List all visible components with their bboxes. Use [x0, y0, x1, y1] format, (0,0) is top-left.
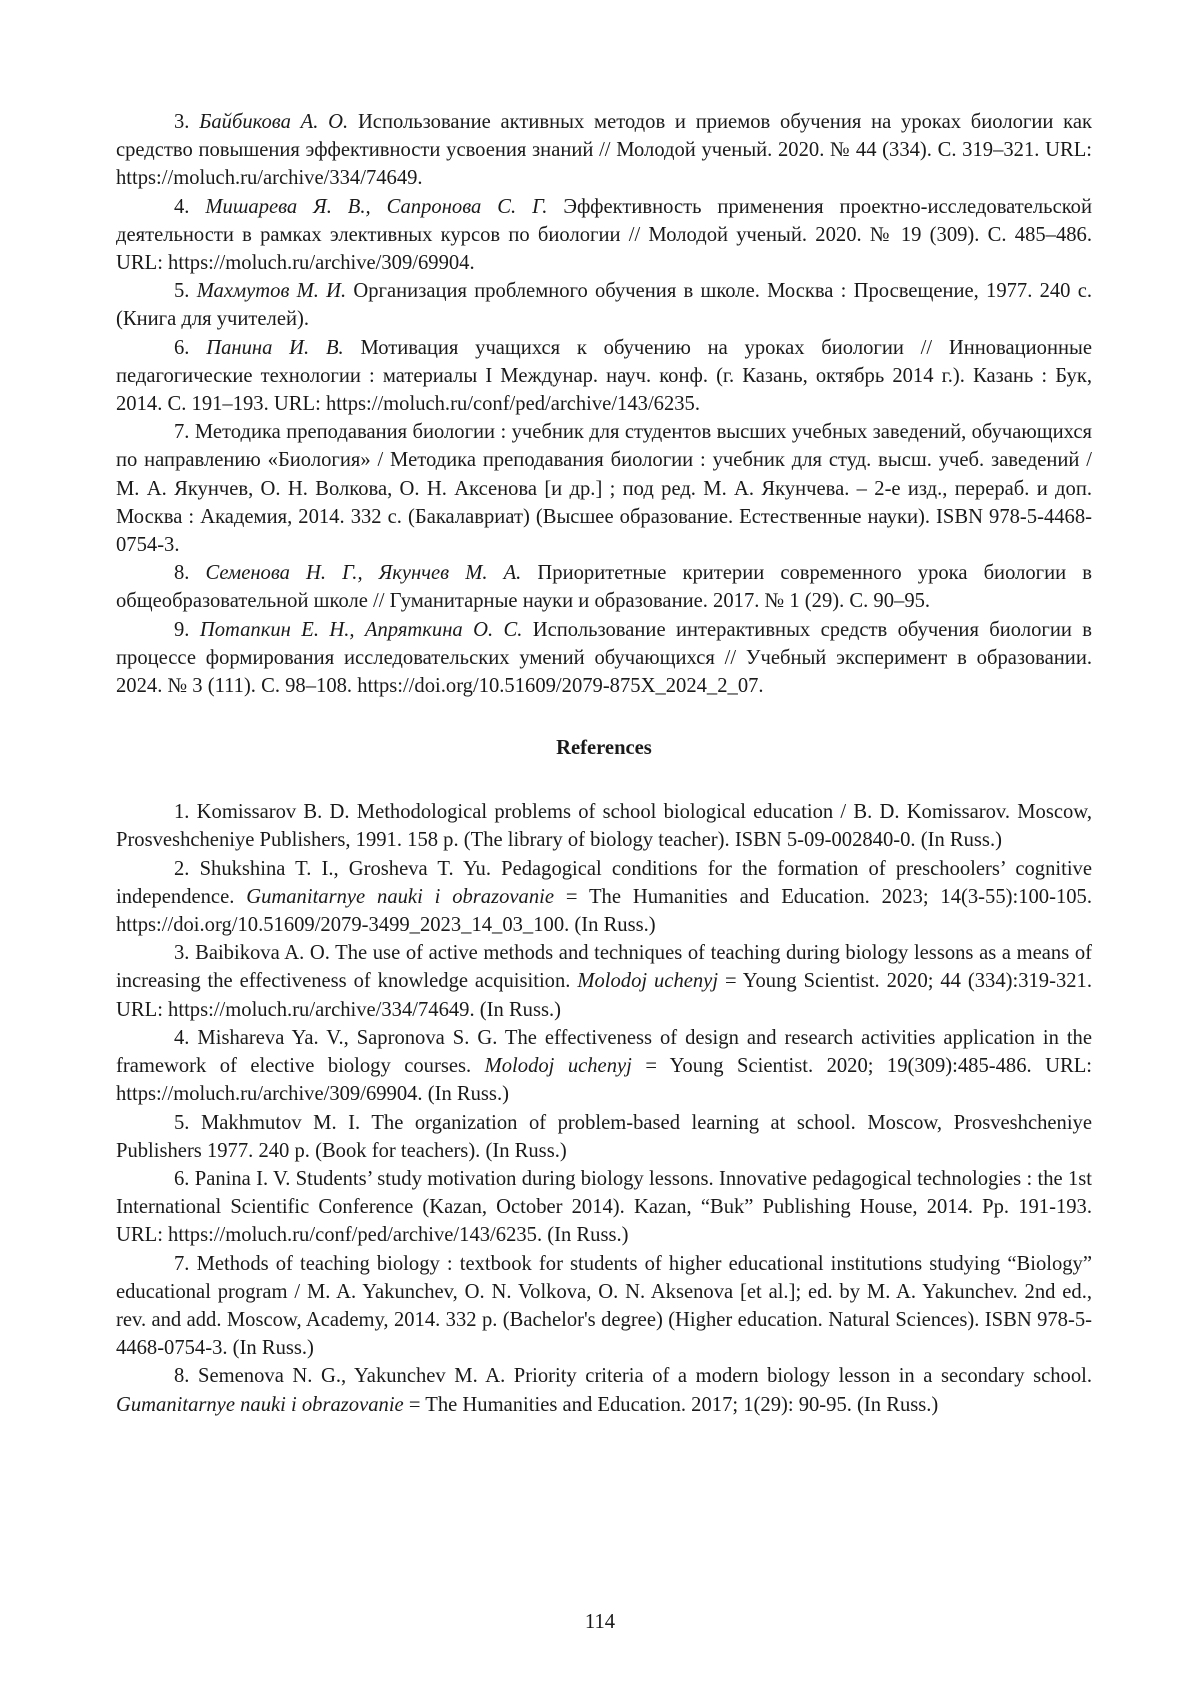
reference-number: 7.	[174, 421, 190, 444]
english-reference-list	[116, 798, 1092, 1418]
reference-text: Использование активных методов и приемов обучения на уроках биологии как средство повышения эффективности усвоения знаний // Молодой ученый. 2020. № 44 (334). С. 319–321. URL: https://moluch.ru/archive/334/74649.	[116, 111, 1093, 190]
reference-journal: Molodoj uchenyj	[484, 1055, 632, 1078]
reference-entry	[116, 277, 1092, 333]
reference-entry	[116, 334, 1092, 419]
reference-text-after: = The Humanities and Education. 2017; 1(29): 90-95. (In Russ.)	[408, 1393, 939, 1416]
reference-journal: Molodoj uchenyj	[577, 970, 719, 993]
reference-text: Methods of teaching biology : textbook for students of higher educational institutions studying “Biology” educational program / M. A. Yakunchev, O. N. Volkova, O. N. Aksenova [et al.]; ed. by M. A. Yakunchev. 2nd ed., rev. and add. Moscow, Academy, 2014. 332 p. (Bachelor's degree) (Higher education. Natural Sciences). ISBN 978-5-4468-0754-3. (In Russ.)	[116, 1252, 1092, 1360]
reference-text-after: = Young Scientist. 2020; 44 (334):319-321. URL: https://moluch.ru/archive/334/74649. (In Russ.)	[116, 970, 1092, 1021]
reference-authors: Махмутов М. И.	[196, 280, 347, 303]
reference-number: 5.	[174, 280, 190, 303]
reference-text: Panina I. V. Students’ study motivation during biology lessons. Innovative pedagogical technologies : the 1st International Scientific Conference (Kazan, October 2014). Kazan, “Buk” Publishing House, 2014. Pp. 191-193. URL: https://moluch.ru/conf/ped/archive/143/6235. (In Russ.)	[116, 1167, 1093, 1247]
reference-number: 1.	[174, 801, 190, 824]
reference-number: 3.	[174, 111, 190, 133]
reference-entry	[116, 939, 1092, 1024]
reference-number: 9.	[174, 618, 190, 641]
reference-text-after: = The Humanities and Education. 2023; 14(3-55):100-105. https://doi.org/10.51609/2079-3499_2023_14_03_100. (In Russ.)	[116, 885, 1093, 937]
reference-journal: Gumanitarnye nauki i obrazovanie	[116, 1393, 404, 1416]
reference-text: Использование интерактивных средств обучения биологии в процессе формирования исследовательских умений обучающихся // Учебный эксперимент в образовании. 2024. № 3 (111). С. 98–108. https://doi.org/10.51609/2079-875X_2024_2_07.	[116, 618, 1092, 698]
reference-journal: Gumanitarnye nauki i obrazovanie	[246, 885, 555, 908]
reference-entry	[116, 193, 1092, 278]
reference-text: Mishareva Ya. V., Sapronova S. G. The effectiveness of design and research activities application in the framework of elective biology courses.	[116, 1026, 1092, 1078]
reference-entry	[116, 418, 1092, 559]
reference-number: 3.	[174, 942, 190, 965]
reference-number: 8.	[174, 562, 190, 585]
reference-entry	[116, 798, 1092, 854]
reference-text: Baibikova A. O. The use of active methods and techniques of teaching during biology lessons as a means of increasing the effectiveness of knowledge acquisition.	[116, 942, 1092, 993]
reference-text-after: = Young Scientist. 2020; 19(309):485-486. URL: https://moluch.ru/archive/309/69904. (In Russ.)	[116, 1055, 1092, 1106]
reference-number: 4.	[174, 1026, 190, 1049]
reference-number: 4.	[174, 195, 190, 218]
reference-text: Komissarov B. D. Methodological problems of school biological education / B. D. Komissarov. Moscow, Prosveshcheniye Publishers, 1991. 158 p. (The library of biology teacher). ISBN 5-09-002840-0. (In Russ.)	[116, 801, 1092, 852]
reference-entry	[116, 1362, 1092, 1418]
reference-entry	[116, 1250, 1092, 1363]
reference-number: 8.	[174, 1365, 190, 1388]
reference-entry	[116, 1165, 1092, 1250]
reference-text: Мотивация учащихся к обучению на уроках биологии // Инновационные педагогические технологии : материалы I Междунар. науч. конф. (г. Казань, октябрь 2014 г.). Казань : Бук, 2014. С. 191–193. URL: https://moluch.ru/conf/ped/archive/143/6235.	[116, 336, 1092, 416]
references-heading: References	[556, 737, 652, 760]
reference-authors: Потапкин Е. Н., Апряткина О. С.	[199, 618, 523, 641]
reference-number: 7.	[174, 1252, 190, 1275]
reference-authors: Байбикова А. О.	[199, 111, 349, 133]
page-number: 114	[584, 1611, 616, 1633]
reference-authors: Мишарева Я. В., Сапронова С. Г.	[205, 195, 548, 218]
reference-text: Semenova N. G., Yakunchev M. A. Priority criteria of a modern biology lesson in a secondary school.	[198, 1365, 1093, 1388]
reference-text: Makhmutov M. I. The organization of problem-based learning at school. Moscow, Prosveshcheniye Publishers 1977. 240 p. (Book for teachers). (In Russ.)	[116, 1111, 1092, 1162]
reference-entry	[116, 855, 1092, 940]
reference-number: 6.	[174, 1167, 190, 1190]
reference-entry	[116, 559, 1092, 615]
reference-text: Shukshina T. I., Grosheva T. Yu. Pedagogical conditions for the formation of preschoolers’ cognitive independence.	[116, 857, 1092, 908]
reference-authors: Панина И. В.	[206, 336, 344, 359]
reference-entry	[116, 1109, 1092, 1165]
reference-text: Методика преподавания биологии : учебник для студентов высших учебных заведений, обучающихся по направлению «Биология» / Методика преподавания биологии : учебник для студ. высш. учеб. заведений / М. А. Якунчев, О. Н. Волкова, О. Н. Аксенова [и др.] ; под ред. М. А. Якунчева. – 2-е изд., перераб. и доп. Москва : Академия, 2014. 332 с. (Бакалавриат) (Высшее образование. Естественные науки). ISBN 978-5-4468-0754-3.	[116, 421, 1092, 557]
reference-number: 5.	[174, 1111, 190, 1134]
page-body	[116, 108, 1092, 1419]
reference-text: Приоритетные критерии современного урока биологии в общеобразовательной школе // Гуманитарные науки и образование. 2017. № 1 (29). С. 90–95.	[116, 562, 1092, 613]
reference-number: 6.	[174, 336, 190, 359]
reference-entry	[116, 108, 1092, 193]
reference-entry	[116, 616, 1092, 701]
reference-number: 2.	[174, 857, 190, 880]
reference-authors: Семенова Н. Г., Якунчев М. А.	[205, 562, 522, 585]
russian-reference-list	[116, 108, 1092, 700]
reference-text: Организация проблемного обучения в школе. Москва : Просвещение, 1977. 240 с. (Книга для учителей).	[116, 280, 1092, 331]
reference-text: Эффективность применения проектно-исследовательской деятельности в рамках элективных курсов по биологии // Молодой ученый. 2020. № 19 (309). С. 485–486. URL: https://moluch.ru/archive/309/69904.	[116, 195, 1092, 275]
reference-entry	[116, 1024, 1092, 1109]
